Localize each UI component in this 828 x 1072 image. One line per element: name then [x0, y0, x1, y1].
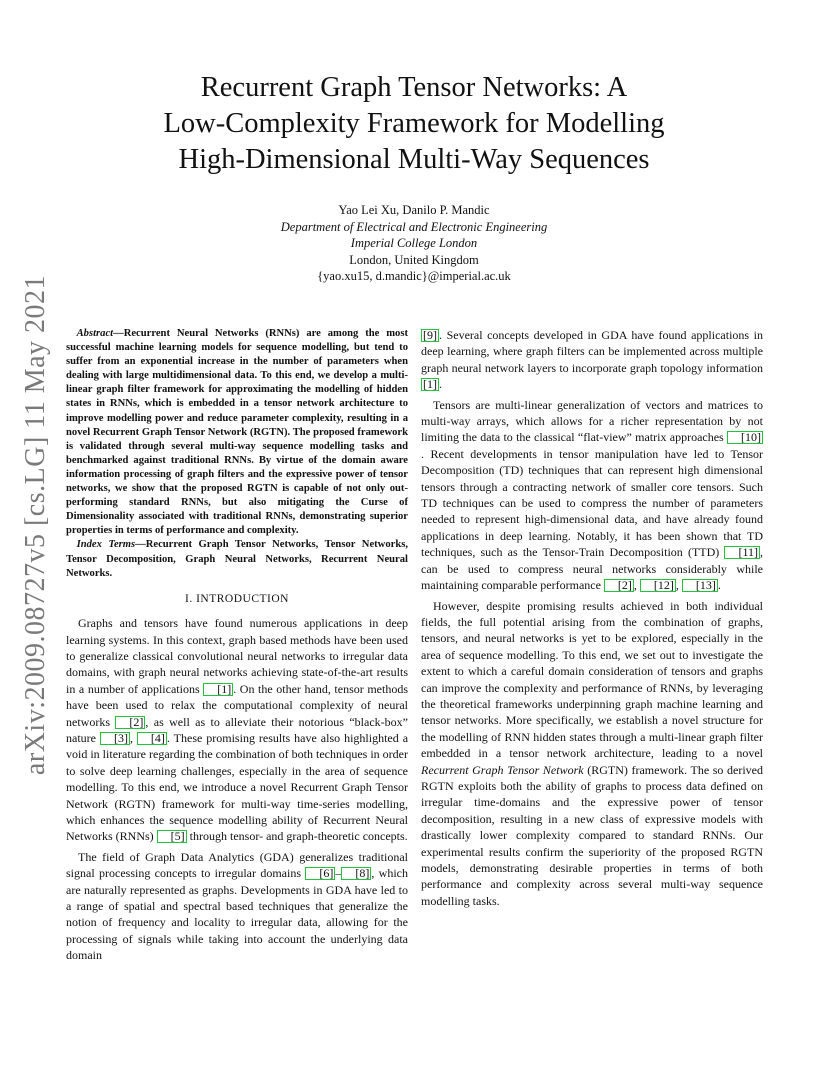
- intro-paragraph-1: Graphs and tensors have found numerous applications in deep learning systems. In this context, graph based methods have been used to generalize classical convolutional neural networks to irregular data domains, with graph neural networks achieving state-of-the-art results in a number of applications [1] . On the other hand, tensor methods have been used to relax the computational complexity of neural networks [2] , as well as to alleviate their notorious “black-box” nature [3] , [4] . These promising results have also highlighted a void in literature regarding the combination of both techniques in order to solve deep learning challenges, especially in the area of sequence modelling. To this end, we introduce a novel Recurrent Graph Tensor Network (RGTN) framework for multi-way time-series modelling, which enhances the sequence modelling ability of Recurrent Neural Networks (RNNs) [5] through tensor- and graph-theoretic concepts.: [66, 616, 409, 844]
- arxiv-sidebar: [16, 265, 56, 785]
- paper-title: [60, 70, 768, 178]
- right-column: [421, 327, 763, 913]
- section-heading-introduction: I. INTRODUCTION: [185, 592, 289, 605]
- intro-paragraph-4: However, despite promising results achieved in both individual fields, the full potential arising from the combination of graphs, tensors, and neural networks is yet to be explored, especially in the area of sequence modelling. To this end, we set out to investigate the extent to which a careful domain consideration of tensors and graphs can improve the complexity and performance of RNNs, by leveraging the theoretical frameworks underpinning graph machine learning and tensor networks. More specifically, we establish a novel structure for the modelling of RNN hidden states through a multi-linear graph filter embedded in a tensor network architecture, leading to a novel Recurrent Graph Tensor Network (RGTN) framework. The so derived RGTN exploits both the ability of graphs to process data defined on irregular time-domains and the expressive power of tensor decomposition, resulting in a new class of expressive models with drastically lower complexity compared to standard RNNs. Our experimental results confirm the superiority of the proposed RGTN models, demonstrating desirable properties in terms of both performance and complexity across several multi-way sequence modelling tasks.: [421, 598, 764, 908]
- intro-paragraph-2: The field of Graph Data Analytics (GDA) generalizes traditional signal processing concepts to irregular domains [6] – [8] , which are naturally represented as graphs. Developments in GDA have led to a range of spatial and spectral based techniques that generalize the notion of frequency and locality to irregular data, allowing for the processing of signals while taking into account the underlying data domain: [66, 849, 408, 963]
- citation-link[interactable]: [2]: [115, 716, 145, 729]
- citation-link[interactable]: [9]: [423, 328, 437, 342]
- citation-link[interactable]: [1]: [423, 377, 437, 392]
- citation-link[interactable]: [4]: [137, 732, 167, 745]
- citation-link[interactable]: [12]: [640, 579, 676, 592]
- title-line-3: High-Dimensional Multi-Way Sequences: [178, 144, 650, 175]
- author-location: London, United Kingdom: [349, 252, 479, 267]
- citation-link[interactable]: [1]: [203, 683, 233, 696]
- abstract-text: —Recurrent Neural Networks (RNNs) are among the most successful machine learning models for sequence modelling, but tend to suffer from an exponential increase in the number of parameters when dealing with large multidimensional data. To this end, we develop a multi-linear graph filter framework for approximating the modelling of hidden states in RNNs, which is embedded in a tensor network architecture to improve modelling power and reduce parameter complexity, resulting in a novel Recurrent Graph Tensor Network (RGTN). The proposed framework is validated through several multi-way sequence modelling tasks and benchmarked against traditional RNNs. By virtue of the domain aware information processing of graph filters and the expressive power of tensor networks, we show that the proposed RGTN is capable of not only out-performing standard RNNs, but also mitigating the Curse of Dimensionality associated with traditional RNNs, demonstrating superior properties in terms of performance and complexity.: [66, 328, 408, 537]
- index-terms: [66, 538, 408, 580]
- abstract-label: Abstract: [76, 328, 114, 339]
- arxiv-identifier: arXiv:2009.08727v5 [cs.LG] 11 May 2021: [20, 274, 51, 776]
- title-line-2: Low-Complexity Framework for Modelling: [163, 108, 665, 139]
- author-block: [60, 202, 768, 285]
- left-column: [66, 327, 408, 968]
- citation-link[interactable]: [11]: [724, 546, 760, 559]
- citation-link[interactable]: [10]: [727, 431, 763, 444]
- author-institution: Imperial College London: [350, 236, 478, 251]
- citation-link[interactable]: [8]: [341, 867, 371, 880]
- author-email: {yao.xu15, d.mandic}@imperial.ac.uk: [317, 269, 511, 284]
- citation-link[interactable]: [6]: [305, 867, 335, 880]
- abstract: [66, 327, 408, 538]
- author-department: Department of Electrical and Electronic Engineering: [280, 219, 548, 234]
- index-terms-text: —Recurrent Graph Tensor Networks, Tensor Networks, Tensor Decomposition, Graph Neural Networks, Recurrent Neural Networks.: [66, 539, 408, 579]
- citation-link[interactable]: [2]: [604, 579, 634, 592]
- rgtn-emphasis: Recurrent Graph Tensor Network: [421, 762, 584, 777]
- intro-paragraph-2-continued: [9] . Several concepts developed in GDA have found applications in deep learning, where graph filters can be implemented across multiple graph neural network layers to incorporate graph topology information [1] .: [421, 328, 763, 392]
- citation-link[interactable]: [5]: [157, 830, 187, 843]
- intro-paragraph-3: Tensors are multi-linear generalization of vectors and matrices to multi-way arrays, which allows for a richer representation by not limiting the data to the classical “flat-view” matrix approaches [10]. Recent developments in tensor manipulation have led to Tensor Decomposition (TD) techniques that can represent high dimensional tensors through a contracting network of smaller core tensors. Such TD techniques can be used to compress the number of parameters needed to represent high-dimensional data, and have already found applications in deep learning. Notably, it has been shown that TD techniques, such as the Tensor-Train Decomposition (TTD) [11] , can be used to compress neural networks considerably while maintaining comparable performance [2] , [12] , [13] .: [421, 397, 763, 593]
- citation-link[interactable]: [13]: [682, 579, 718, 592]
- citation-link[interactable]: [3]: [100, 732, 130, 745]
- author-names: Yao Lei Xu, Danilo P. Mandic: [338, 203, 490, 217]
- title-line-1: Recurrent Graph Tensor Networks: A: [200, 72, 628, 103]
- index-terms-label: Index Terms: [76, 539, 136, 551]
